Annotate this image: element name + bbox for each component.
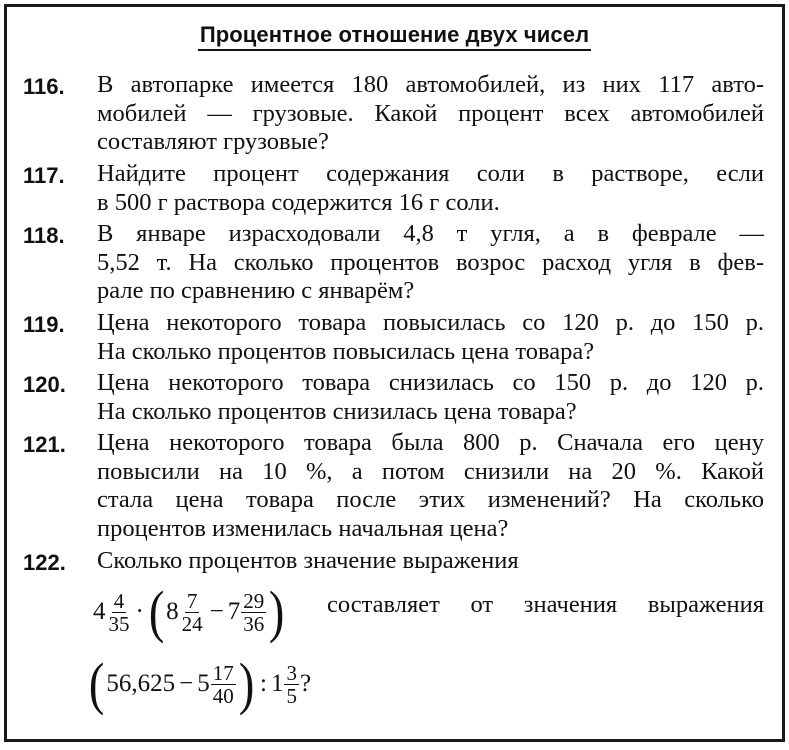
- fraction: $\frac{4}{35}$: [108, 588, 130, 636]
- problem-line: Найдите процент содержания соли в растворе, если: [97, 160, 764, 187]
- problem-number: 117.: [23, 163, 65, 188]
- mixed-number-whole: 4: [93, 598, 106, 625]
- fraction: $\frac{17}{40}$: [212, 660, 234, 708]
- problem-number: 116.: [23, 74, 65, 99]
- left-paren: (: [88, 651, 105, 716]
- right-paren: ): [269, 579, 285, 644]
- fraction: $\frac{29}{36}$: [243, 588, 265, 636]
- problem-number: 118.: [23, 223, 65, 248]
- problem-line: В январе израсходовали 4,8 т угля, а в феврале —: [97, 220, 764, 247]
- problem-number: 122.: [23, 550, 66, 575]
- problem-line: рале по сравнению с январём?: [97, 277, 415, 304]
- right-paren: ): [238, 651, 255, 716]
- textbook-page: [4, 4, 785, 742]
- problem-line: стала цена товара после этих изменений? На сколько: [97, 486, 764, 513]
- problem-number: 121.: [23, 432, 66, 457]
- math-expression-2: [87, 651, 312, 719]
- mixed-number-whole: 5: [197, 670, 210, 697]
- multiply-dot: ·: [135, 598, 144, 625]
- problem-line: 5,52 т. На сколько процентов возрос расход угля в фев-: [97, 248, 764, 276]
- problem-line: составляют грузовые?: [97, 128, 329, 155]
- problem-line: Сколько процентов значение выражения: [97, 547, 519, 574]
- problem-line: Цена некоторого товара повысилась со 120 р. до 150 р.: [97, 309, 764, 336]
- problem-line: Цена некоторого товара была 800 р. Сначала его цену: [97, 429, 764, 456]
- minus-sign: −: [209, 598, 224, 625]
- fraction: $\frac{3}{5}$: [286, 660, 297, 708]
- problem-line: мобилей — грузовые. Какой процент всех автомобилей: [97, 99, 764, 127]
- problem-number: 119.: [23, 312, 65, 337]
- math-expression-1: [93, 579, 764, 647]
- mixed-number-whole: 7: [227, 598, 241, 625]
- problem-line: процентов изменилась начальная цена?: [97, 514, 509, 542]
- problem-line: На сколько процентов повысилась цена товара?: [97, 337, 595, 365]
- problem-number: 120.: [23, 372, 66, 397]
- problem-line: На сколько процентов снизилась цена товара?: [97, 397, 577, 425]
- problem-line: повысили на 10 %, а потом снизили на 20 %. Какой: [97, 457, 764, 485]
- division-colon: :: [260, 670, 267, 697]
- question-mark: ?: [299, 670, 312, 697]
- section-title: Процентное отношение двух чисел: [7, 22, 782, 48]
- problem-line: В автопарке имеется 180 автомобилей, из них 117 авто-: [97, 71, 764, 98]
- minus-sign: −: [179, 670, 194, 697]
- fraction: $\frac{7}{24}$: [181, 588, 203, 636]
- mixed-number-whole: 8: [166, 598, 179, 625]
- decimal-number: 56,625: [106, 670, 176, 697]
- problem-line: Цена некоторого товара снизилась со 150 р. до 120 р.: [97, 369, 764, 396]
- problem-line: в 500 г раствора содержится 16 г соли.: [97, 188, 500, 216]
- left-paren: (: [148, 579, 165, 644]
- expression-connector-text: составляет от значения выражения: [327, 591, 764, 618]
- mixed-number-whole: 1: [270, 670, 284, 697]
